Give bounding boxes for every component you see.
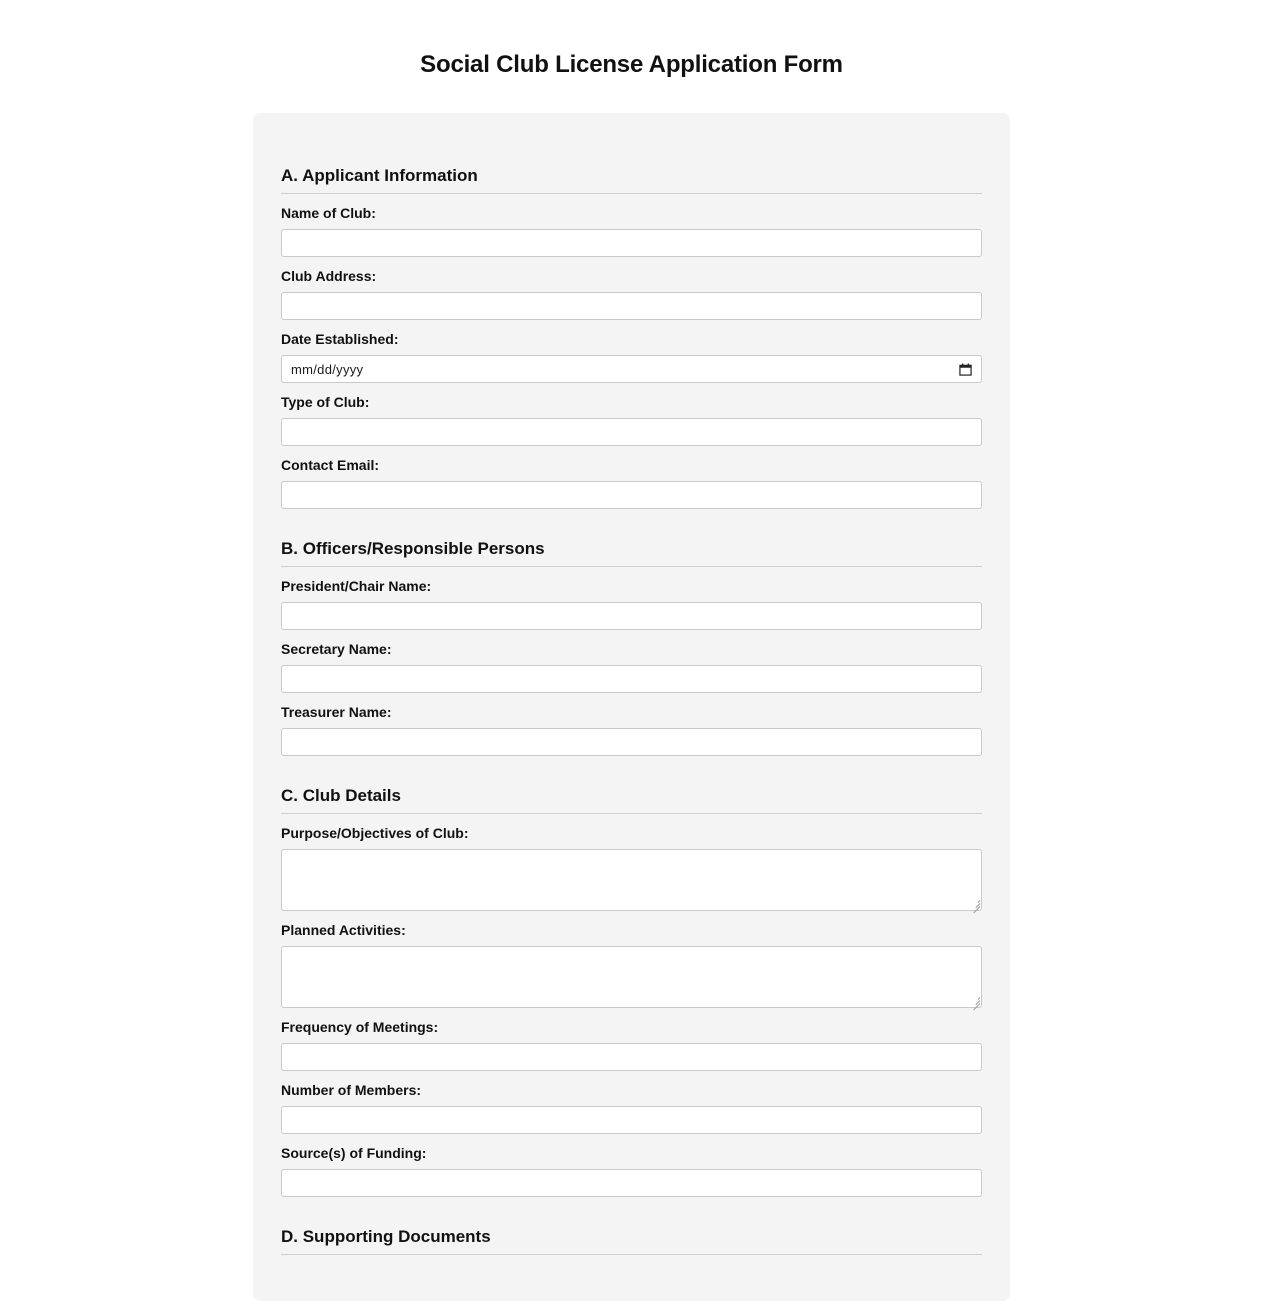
field-planned-activities: [281, 921, 982, 1008]
field-label: Treasurer Name:: [281, 704, 392, 720]
field-president-chair-name: [281, 577, 982, 630]
section-club-details: [281, 785, 982, 1197]
field-label: Date Established:: [281, 331, 399, 347]
section-supporting-documents: [281, 1226, 982, 1255]
frequency-of-meetings-input[interactable]: [281, 1043, 982, 1071]
field-label: Purpose/Objectives of Club:: [281, 825, 469, 841]
field-purpose-objectives: [281, 824, 982, 911]
textarea-wrapper: [281, 946, 982, 1008]
field-label: Planned Activities:: [281, 922, 406, 938]
field-secretary-name: [281, 640, 982, 693]
section-officers-responsible-persons: [281, 538, 982, 756]
field-frequency-of-meetings: [281, 1018, 982, 1071]
club-address-input[interactable]: [281, 292, 982, 320]
date-established-input[interactable]: [281, 355, 982, 383]
section-applicant-information: [281, 165, 982, 509]
section-heading: C. Club Details: [281, 785, 982, 814]
field-club-address: [281, 267, 982, 320]
field-date-established: [281, 330, 982, 383]
type-of-club-input[interactable]: [281, 418, 982, 446]
field-treasurer-name: [281, 703, 982, 756]
section-heading: D. Supporting Documents: [281, 1226, 982, 1255]
field-sources-of-funding: [281, 1144, 982, 1197]
field-label: Source(s) of Funding:: [281, 1145, 427, 1161]
date-placeholder: mm/dd/yyyy: [291, 361, 364, 377]
field-label: Frequency of Meetings:: [281, 1019, 439, 1035]
field-label: Type of Club:: [281, 394, 370, 410]
form-card: [253, 113, 1010, 1301]
field-name-of-club: [281, 204, 982, 257]
planned-activities-textarea[interactable]: [281, 946, 982, 1008]
field-contact-email: [281, 456, 982, 509]
field-label: President/Chair Name:: [281, 578, 432, 594]
section-heading: B. Officers/Responsible Persons: [281, 538, 982, 567]
field-type-of-club: [281, 393, 982, 446]
field-number-of-members: [281, 1081, 982, 1134]
field-label: Club Address:: [281, 268, 377, 284]
contact-email-input[interactable]: [281, 481, 982, 509]
field-label: Number of Members:: [281, 1082, 422, 1098]
field-label: Contact Email:: [281, 457, 380, 473]
number-of-members-input[interactable]: [281, 1106, 982, 1134]
field-label: Secretary Name:: [281, 641, 392, 657]
section-heading: A. Applicant Information: [281, 165, 982, 194]
sources-of-funding-input[interactable]: [281, 1169, 982, 1197]
secretary-name-input[interactable]: [281, 665, 982, 693]
textarea-wrapper: [281, 849, 982, 911]
purpose-objectives-textarea[interactable]: [281, 849, 982, 911]
treasurer-name-input[interactable]: [281, 728, 982, 756]
calendar-icon[interactable]: [959, 363, 972, 376]
name-of-club-input[interactable]: [281, 229, 982, 257]
field-label: Name of Club:: [281, 205, 376, 221]
president-chair-name-input[interactable]: [281, 602, 982, 630]
page-title: Social Club License Application Form: [420, 51, 843, 78]
